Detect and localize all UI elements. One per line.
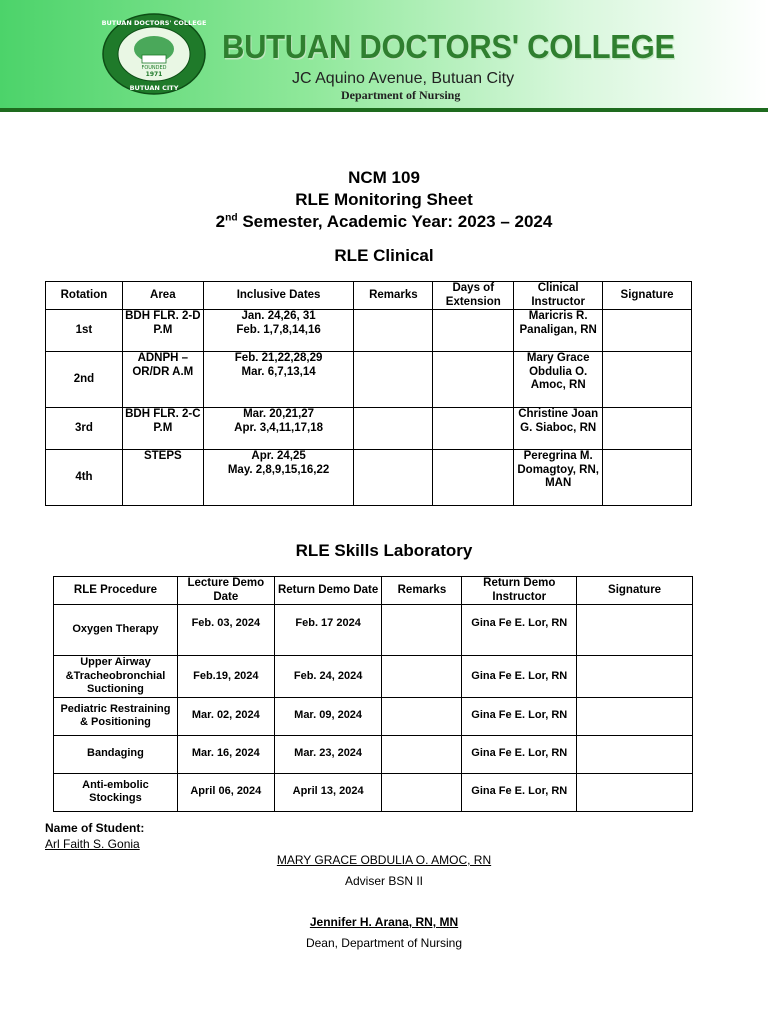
- instructor-cell: Gina Fe E. Lor, RN: [462, 605, 577, 656]
- procedure-cell: Bandaging: [54, 735, 178, 773]
- course-title: NCM 109: [348, 168, 420, 187]
- dates-cell: Feb. 21,22,28,29 Mar. 6,7,13,14: [203, 352, 354, 408]
- table-row: [46, 408, 692, 450]
- lecture-date-cell: Feb.19, 2024: [177, 656, 274, 698]
- student-label: Name of Student:: [45, 821, 145, 835]
- svg-text:BUTUAN CITY: BUTUAN CITY: [129, 84, 179, 92]
- department-name: Department of Nursing: [341, 88, 461, 102]
- remarks-cell: [382, 773, 462, 811]
- table-row: [54, 656, 693, 698]
- svg-text:BUTUAN DOCTORS' COLLEGE: BUTUAN DOCTORS' COLLEGE: [102, 19, 206, 27]
- instructor-cell: Mary Grace Obdulia O. Amoc, RN: [514, 352, 603, 408]
- remarks-cell: [354, 450, 433, 506]
- extension-cell: [433, 352, 514, 408]
- skills-section-title: RLE Skills Laboratory: [295, 541, 473, 560]
- table-row: [54, 773, 693, 811]
- college-seal-logo: [102, 13, 206, 95]
- college-name: BUTUAN DOCTORS' COLLEGE: [222, 28, 675, 66]
- signature-cell: [603, 408, 692, 450]
- lecture-date-cell: April 06, 2024: [177, 773, 274, 811]
- adviser-title: Adviser BSN II: [344, 874, 424, 888]
- dates-cell: Mar. 20,21,27 Apr. 3,4,11,17,18: [203, 408, 354, 450]
- signature-cell: [577, 773, 693, 811]
- table-row: [54, 605, 693, 656]
- signature-cell: [603, 352, 692, 408]
- return-date-cell: Mar. 23, 2024: [274, 735, 382, 773]
- semester-number: 2: [215, 212, 226, 231]
- dates-cell: Jan. 24,26, 31 Feb. 1,7,8,14,16: [203, 310, 354, 352]
- dean-title: Dean, Department of Nursing: [305, 936, 463, 950]
- header-divider: [0, 108, 768, 112]
- lecture-date-cell: Mar. 02, 2024: [177, 697, 274, 735]
- procedure-cell: Upper Airway &Tracheobronchial Suctioning: [54, 656, 178, 698]
- extension-cell: [433, 450, 514, 506]
- procedure-cell: Oxygen Therapy: [54, 605, 178, 656]
- rotation-cell: 4th: [46, 450, 123, 506]
- skills-header-row: [54, 577, 693, 605]
- adviser-name: MARY GRACE OBDULIA O. AMOC, RN: [276, 853, 492, 867]
- rotation-cell: 2nd: [46, 352, 123, 408]
- rotation-cell: 3rd: [46, 408, 123, 450]
- signature-cell: [577, 735, 693, 773]
- remarks-cell: [382, 605, 462, 656]
- header-signature: Signature: [603, 282, 692, 310]
- remarks-cell: [382, 656, 462, 698]
- table-row: [54, 697, 693, 735]
- procedure-cell: Pediatric Restraining & Positioning: [54, 697, 178, 735]
- college-address: JC Aquino Avenue, Butuan City: [292, 70, 515, 87]
- table-row: [46, 450, 692, 506]
- table-row: [46, 310, 692, 352]
- area-cell: BDH FLR. 2-D P.M: [122, 310, 203, 352]
- sheet-title: RLE Monitoring Sheet: [295, 190, 473, 209]
- header-inclusive-dates: Inclusive Dates: [203, 282, 354, 310]
- instructor-cell: Maricris R. Panaligan, RN: [514, 310, 603, 352]
- header-signature: Signature: [577, 577, 693, 605]
- return-date-cell: Feb. 24, 2024: [274, 656, 382, 698]
- header-rle-procedure: RLE Procedure: [54, 577, 178, 605]
- header-lecture-demo-date: Lecture Demo Date: [177, 577, 274, 605]
- header-return-demo-date: Return Demo Date: [274, 577, 382, 605]
- signature-cell: [603, 310, 692, 352]
- signature-cell: [603, 450, 692, 506]
- remarks-cell: [382, 697, 462, 735]
- clinical-table: [45, 281, 692, 506]
- instructor-cell: Gina Fe E. Lor, RN: [462, 697, 577, 735]
- signature-cell: [577, 656, 693, 698]
- instructor-cell: Christine Joan G. Siaboc, RN: [514, 408, 603, 450]
- semester-title: [0, 212, 768, 232]
- svg-text:FOUNDED: FOUNDED: [141, 65, 167, 71]
- return-date-cell: April 13, 2024: [274, 773, 382, 811]
- remarks-cell: [382, 735, 462, 773]
- lecture-date-cell: Mar. 16, 2024: [177, 735, 274, 773]
- skills-lab-table: [53, 576, 693, 812]
- area-cell: STEPS: [122, 450, 203, 506]
- extension-cell: [433, 310, 514, 352]
- rotation-cell: 1st: [46, 310, 123, 352]
- return-date-cell: Mar. 09, 2024: [274, 697, 382, 735]
- procedure-cell: Anti-embolic Stockings: [54, 773, 178, 811]
- table-row: [54, 735, 693, 773]
- return-date-cell: Feb. 17 2024: [274, 605, 382, 656]
- header-rotation: Rotation: [46, 282, 123, 310]
- header-days-of-extension: Days of Extension: [433, 282, 514, 310]
- remarks-cell: [354, 352, 433, 408]
- remarks-cell: [354, 408, 433, 450]
- instructor-cell: Gina Fe E. Lor, RN: [462, 735, 577, 773]
- semester-suffix: nd: [225, 212, 238, 224]
- remarks-cell: [354, 310, 433, 352]
- header-area: Area: [122, 282, 203, 310]
- header-clinical-instructor: Clinical Instructor: [514, 282, 603, 310]
- clinical-header-row: [46, 282, 692, 310]
- table-row: [46, 352, 692, 408]
- student-name: Arl Faith S. Gonia: [45, 837, 140, 851]
- area-cell: ADNPH – OR/DR A.M: [122, 352, 203, 408]
- header-remarks: Remarks: [354, 282, 433, 310]
- signature-cell: [577, 605, 693, 656]
- signature-cell: [577, 697, 693, 735]
- instructor-cell: Gina Fe E. Lor, RN: [462, 773, 577, 811]
- dean-name: Jennifer H. Arana, RN, MN: [309, 915, 459, 929]
- header-remarks: Remarks: [382, 577, 462, 605]
- instructor-cell: Peregrina M. Domagtoy, RN, MAN: [514, 450, 603, 506]
- area-cell: BDH FLR. 2-C P.M: [122, 408, 203, 450]
- clinical-section-title: RLE Clinical: [334, 246, 434, 265]
- lecture-date-cell: Feb. 03, 2024: [177, 605, 274, 656]
- header-return-demo-instructor: Return Demo Instructor: [462, 577, 577, 605]
- dates-cell: Apr. 24,25 May. 2,8,9,15,16,22: [203, 450, 354, 506]
- extension-cell: [433, 408, 514, 450]
- semester-text: Semester, Academic Year: 2023 – 2024: [237, 212, 553, 231]
- svg-text:1971: 1971: [145, 71, 163, 78]
- instructor-cell: Gina Fe E. Lor, RN: [462, 656, 577, 698]
